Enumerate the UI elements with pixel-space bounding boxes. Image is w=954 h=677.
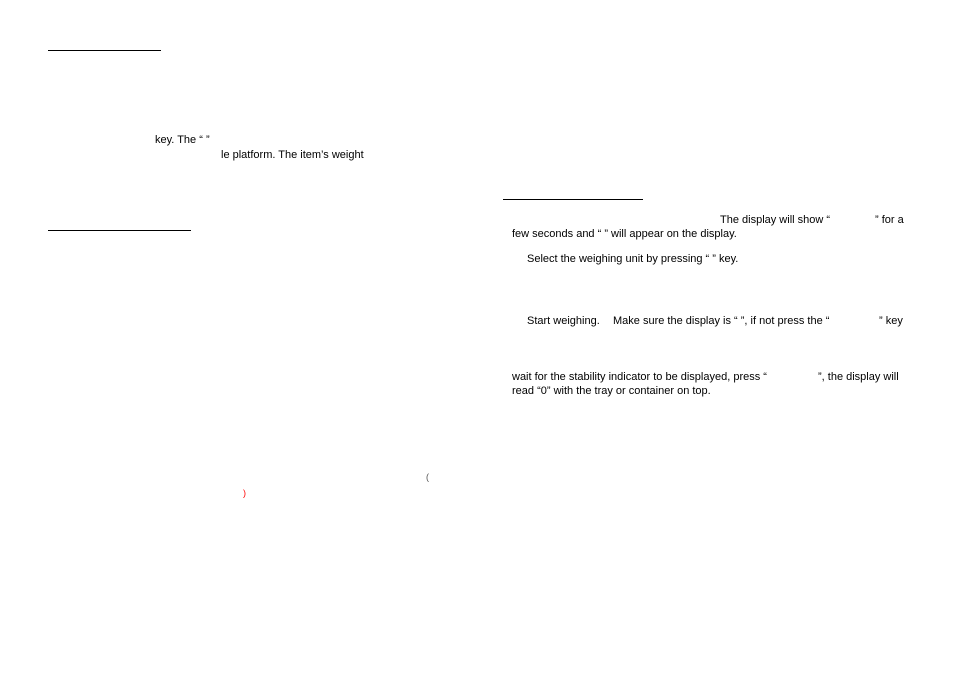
- para1-line1-right: The display will show “: [720, 214, 831, 226]
- left-text-line-2: le platform. The item’s weight: [221, 149, 364, 161]
- para3-start: Start weighing.: [527, 315, 600, 327]
- left-text-line-1: key. The “ ”: [155, 134, 210, 146]
- para3-middle: Make sure the display is “ ”, if not press the “: [613, 315, 830, 327]
- paren-close: ): [243, 488, 246, 498]
- para2: Select the weighing unit by pressing “ ” key.: [527, 253, 739, 265]
- heading-underline-3: [503, 199, 643, 200]
- para4-line1-a: wait for the stability indicator to be displayed, press “: [512, 371, 767, 383]
- heading-underline-1: [48, 50, 161, 51]
- paren-open: (: [426, 472, 429, 482]
- para4-line2: read “0” with the tray or container on top.: [512, 385, 711, 397]
- para3-end: ” key: [879, 315, 903, 327]
- heading-underline-2: [48, 230, 191, 231]
- para4-line1-b: ”, the display will: [818, 371, 899, 383]
- para1-line1-end: ” for a: [875, 214, 904, 226]
- para1-line2: few seconds and “ ” will appear on the display.: [512, 228, 737, 240]
